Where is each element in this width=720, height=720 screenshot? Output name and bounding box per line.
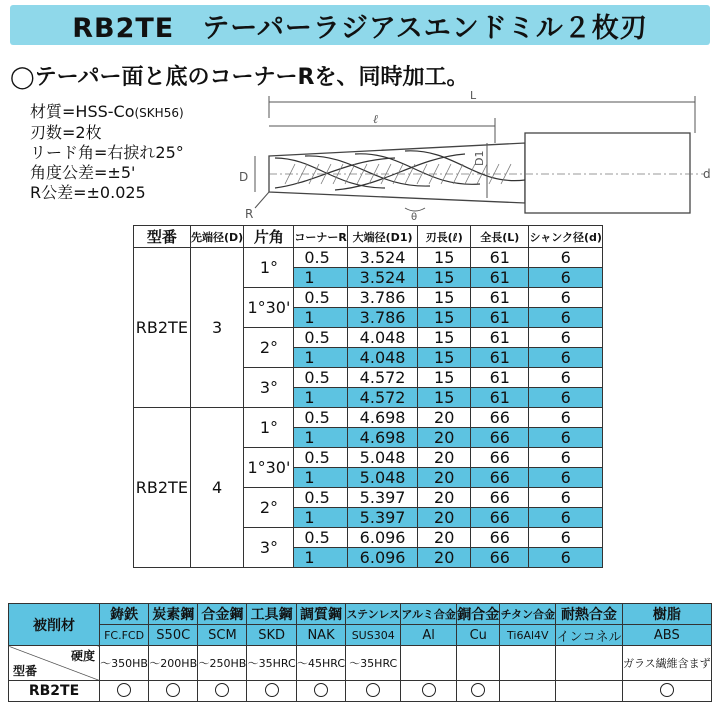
suitability-cell bbox=[296, 681, 345, 702]
angle-cell: 2° bbox=[244, 488, 294, 528]
corner-r-cell: 1 bbox=[294, 388, 347, 408]
corner-r-cell: 1 bbox=[294, 268, 347, 288]
flute-length-cell: 15 bbox=[418, 348, 471, 368]
shank-diameter-cell: 6 bbox=[529, 388, 603, 408]
model-cell: RB2TE bbox=[134, 408, 191, 568]
suitability-cell bbox=[346, 681, 401, 702]
flute-length-cell: 20 bbox=[418, 528, 471, 548]
material-grade-cell: Cu bbox=[457, 625, 500, 646]
hardness-cell: ～35HRC bbox=[346, 646, 401, 681]
overall-length-cell: 66 bbox=[471, 508, 529, 528]
suitable-circle-icon bbox=[314, 683, 328, 697]
row-model-name: RB2TE bbox=[9, 681, 100, 702]
large-diameter-cell: 4.048 bbox=[347, 348, 418, 368]
spec-table bbox=[133, 225, 603, 568]
suitable-circle-icon bbox=[422, 683, 436, 697]
hardness-cell: ガラス繊維含まず bbox=[622, 646, 711, 681]
shank-diameter-cell: 6 bbox=[529, 368, 603, 388]
lead-spec: リード角=右捩れ25° bbox=[30, 143, 184, 162]
hardness-row bbox=[9, 646, 712, 681]
col-shank-diameter: シャンク径(d) bbox=[529, 226, 603, 248]
material-grade-cell: インコネル bbox=[556, 625, 622, 646]
model-label: 型番 bbox=[13, 664, 38, 678]
overall-length-cell: 61 bbox=[471, 388, 529, 408]
large-diameter-cell: 5.048 bbox=[347, 468, 418, 488]
flute-length-cell: 15 bbox=[418, 288, 471, 308]
col-model: 型番 bbox=[134, 226, 191, 248]
flute-length-cell: 20 bbox=[418, 468, 471, 488]
material-grade-cell: SUS304 bbox=[346, 625, 401, 646]
large-diameter-cell: 4.698 bbox=[347, 408, 418, 428]
suitability-cell bbox=[198, 681, 247, 702]
flute-length-cell: 20 bbox=[418, 408, 471, 428]
suitability-cell bbox=[457, 681, 500, 702]
angle-cell: 2° bbox=[244, 328, 294, 368]
large-diameter-cell: 3.524 bbox=[347, 268, 418, 288]
shank-diameter-cell: 6 bbox=[529, 268, 603, 288]
corner-r-cell: 0.5 bbox=[294, 408, 347, 428]
overall-length-cell: 66 bbox=[471, 408, 529, 428]
large-diameter-cell: 3.786 bbox=[347, 288, 418, 308]
corner-r-cell: 1 bbox=[294, 428, 347, 448]
col-tip-diameter: 先端径(D) bbox=[190, 226, 244, 248]
material-name-cell: 鋳鉄 bbox=[100, 604, 149, 625]
material-name-row bbox=[9, 604, 712, 625]
endmill-drawing bbox=[225, 88, 715, 223]
overall-length-cell: 61 bbox=[471, 368, 529, 388]
corner-r-cell: 0.5 bbox=[294, 448, 347, 468]
suitable-circle-icon bbox=[660, 683, 674, 697]
large-diameter-cell: 3.524 bbox=[347, 248, 418, 268]
corner-r-cell: 1 bbox=[294, 548, 347, 568]
angle-cell: 1°30' bbox=[244, 448, 294, 488]
material-spec: 材質=HSS-Co(SKH56) bbox=[30, 102, 184, 121]
large-diameter-cell: 5.048 bbox=[347, 448, 418, 468]
dim-l-label: ℓ bbox=[373, 112, 378, 126]
flute-length-cell: 20 bbox=[418, 548, 471, 568]
material-grade-cell: SCM bbox=[198, 625, 247, 646]
overall-length-cell: 66 bbox=[471, 448, 529, 468]
material-name-cell: 炭素鋼 bbox=[149, 604, 198, 625]
large-diameter-cell: 4.698 bbox=[347, 428, 418, 448]
shank-diameter-cell: 6 bbox=[529, 428, 603, 448]
flute-length-cell: 15 bbox=[418, 268, 471, 288]
hardness-cell: ～250HB bbox=[198, 646, 247, 681]
dim-R-label: R bbox=[245, 207, 254, 221]
angle-cell: 1° bbox=[244, 248, 294, 288]
hardness-cell bbox=[401, 646, 457, 681]
hardness-cell bbox=[457, 646, 500, 681]
flute-length-cell: 15 bbox=[418, 368, 471, 388]
material-grade-cell: Al bbox=[401, 625, 457, 646]
dim-D1-label: D1 bbox=[473, 150, 486, 166]
workpiece-label: 被削材 bbox=[9, 604, 100, 646]
corner-r-cell: 0.5 bbox=[294, 288, 347, 308]
material-grade-cell: S50C bbox=[149, 625, 198, 646]
flute-length-cell: 20 bbox=[418, 448, 471, 468]
suitability-cell bbox=[401, 681, 457, 702]
hardness-cell: ～35HRC bbox=[247, 646, 296, 681]
title-banner bbox=[10, 5, 710, 45]
angle-cell: 3° bbox=[244, 528, 294, 568]
material-name-cell: 合金鋼 bbox=[198, 604, 247, 625]
r-tolerance-spec: R公差=±0.025 bbox=[30, 183, 146, 202]
material-name-cell: 耐熱合金 bbox=[556, 604, 622, 625]
corner-r-cell: 0.5 bbox=[294, 248, 347, 268]
overall-length-cell: 61 bbox=[471, 248, 529, 268]
overall-length-cell: 66 bbox=[471, 428, 529, 448]
suitability-cell bbox=[149, 681, 198, 702]
corner-r-cell: 0.5 bbox=[294, 368, 347, 388]
corner-r-cell: 1 bbox=[294, 348, 347, 368]
material-grade-cell: Ti6Al4V bbox=[500, 625, 556, 646]
large-diameter-cell: 4.048 bbox=[347, 328, 418, 348]
col-angle: 片角 bbox=[244, 226, 294, 248]
large-diameter-cell: 3.786 bbox=[347, 308, 418, 328]
material-name-cell: 銅合金 bbox=[457, 604, 500, 625]
dim-d-label: d bbox=[703, 167, 711, 181]
hardness-cell bbox=[556, 646, 622, 681]
col-large-diameter: 大端径(D1) bbox=[347, 226, 418, 248]
shank-diameter-cell: 6 bbox=[529, 348, 603, 368]
dim-theta-label: θ bbox=[411, 212, 418, 223]
material-name-cell: 樹脂 bbox=[622, 604, 711, 625]
model-suitability-row bbox=[9, 681, 712, 702]
material-name-cell: ステンレス bbox=[346, 604, 401, 625]
tip-diameter-cell: 3 bbox=[190, 248, 244, 408]
table-row bbox=[134, 408, 603, 428]
shank-diameter-cell: 6 bbox=[529, 408, 603, 428]
corner-r-cell: 1 bbox=[294, 308, 347, 328]
spec-list bbox=[30, 102, 184, 203]
overall-length-cell: 66 bbox=[471, 488, 529, 508]
shank-diameter-cell: 6 bbox=[529, 448, 603, 468]
shank-diameter-cell: 6 bbox=[529, 248, 603, 268]
angle-tolerance-spec: 角度公差=±5' bbox=[30, 163, 136, 182]
overall-length-cell: 66 bbox=[471, 548, 529, 568]
flute-length-cell: 20 bbox=[418, 428, 471, 448]
large-diameter-cell: 6.096 bbox=[347, 548, 418, 568]
large-diameter-cell: 4.572 bbox=[347, 368, 418, 388]
suitable-circle-icon bbox=[215, 683, 229, 697]
corner-r-cell: 0.5 bbox=[294, 528, 347, 548]
large-diameter-cell: 4.572 bbox=[347, 388, 418, 408]
angle-cell: 1° bbox=[244, 408, 294, 448]
table-row bbox=[134, 248, 603, 268]
col-corner-r: コーナーR bbox=[294, 226, 347, 248]
suitability-cell bbox=[556, 681, 622, 702]
hardness-cell: ～350HB bbox=[100, 646, 149, 681]
material-grade-cell: FC.FCD bbox=[100, 625, 149, 646]
model-cell: RB2TE bbox=[134, 248, 191, 408]
angle-cell: 1°30' bbox=[244, 288, 294, 328]
suitability-cell bbox=[247, 681, 296, 702]
corner-r-cell: 0.5 bbox=[294, 488, 347, 508]
dim-D-label: D bbox=[239, 170, 249, 184]
overall-length-cell: 61 bbox=[471, 328, 529, 348]
material-grade-cell: NAK bbox=[296, 625, 345, 646]
shank-diameter-cell: 6 bbox=[529, 548, 603, 568]
shank-diameter-cell: 6 bbox=[529, 488, 603, 508]
flute-length-cell: 20 bbox=[418, 508, 471, 528]
overall-length-cell: 61 bbox=[471, 308, 529, 328]
page-title: RB2TE テーパーラジアスエンドミル２枚刃 bbox=[72, 12, 648, 44]
corner-r-cell: 1 bbox=[294, 508, 347, 528]
flute-length-cell: 15 bbox=[418, 328, 471, 348]
dim-L-label: L bbox=[470, 89, 477, 102]
shank-diameter-cell: 6 bbox=[529, 308, 603, 328]
subtitle: ◯テーパー面と底のコーナーRを、同時加工。 bbox=[10, 65, 469, 90]
spec-table-header bbox=[134, 226, 603, 248]
overall-length-cell: 61 bbox=[471, 288, 529, 308]
flute-length-cell: 20 bbox=[418, 488, 471, 508]
suitable-circle-icon bbox=[366, 683, 380, 697]
suitable-circle-icon bbox=[117, 683, 131, 697]
suitability-cell bbox=[622, 681, 711, 702]
flute-length-cell: 15 bbox=[418, 308, 471, 328]
shank-diameter-cell: 6 bbox=[529, 508, 603, 528]
corner-r-cell: 0.5 bbox=[294, 328, 347, 348]
overall-length-cell: 61 bbox=[471, 268, 529, 288]
hardness-cell bbox=[500, 646, 556, 681]
overall-length-cell: 66 bbox=[471, 528, 529, 548]
hardness-cell: ～45HRC bbox=[296, 646, 345, 681]
angle-cell: 3° bbox=[244, 368, 294, 408]
corner-r-cell: 1 bbox=[294, 468, 347, 488]
suitability-cell bbox=[500, 681, 556, 702]
suitability-cell bbox=[100, 681, 149, 702]
large-diameter-cell: 5.397 bbox=[347, 508, 418, 528]
material-name-cell: アルミ合金 bbox=[401, 604, 457, 625]
large-diameter-cell: 6.096 bbox=[347, 528, 418, 548]
col-flute-length: 刃長(ℓ) bbox=[418, 226, 471, 248]
suitable-circle-icon bbox=[471, 683, 485, 697]
suitable-circle-icon bbox=[265, 683, 279, 697]
large-diameter-cell: 5.397 bbox=[347, 488, 418, 508]
shank-diameter-cell: 6 bbox=[529, 528, 603, 548]
material-grade-cell: ABS bbox=[622, 625, 711, 646]
col-overall-length: 全長(L) bbox=[471, 226, 529, 248]
shank-diameter-cell: 6 bbox=[529, 468, 603, 488]
hardness-label: 硬度 bbox=[70, 649, 95, 663]
flutes-spec: 刃数=2枚 bbox=[30, 123, 102, 142]
shank-diameter-cell: 6 bbox=[529, 288, 603, 308]
flute-length-cell: 15 bbox=[418, 248, 471, 268]
shank-diameter-cell: 6 bbox=[529, 328, 603, 348]
material-grade-cell: SKD bbox=[247, 625, 296, 646]
material-name-cell: 工具鋼 bbox=[247, 604, 296, 625]
material-name-cell: チタン合金 bbox=[500, 604, 556, 625]
overall-length-cell: 61 bbox=[471, 348, 529, 368]
flute-length-cell: 15 bbox=[418, 388, 471, 408]
material-table bbox=[8, 603, 712, 702]
overall-length-cell: 66 bbox=[471, 468, 529, 488]
tip-diameter-cell: 4 bbox=[190, 408, 244, 568]
material-name-cell: 調質鋼 bbox=[296, 604, 345, 625]
hardness-cell: ～200HB bbox=[149, 646, 198, 681]
material-grade-row bbox=[9, 625, 712, 646]
hardness-model-corner bbox=[9, 646, 100, 681]
suitable-circle-icon bbox=[166, 683, 180, 697]
